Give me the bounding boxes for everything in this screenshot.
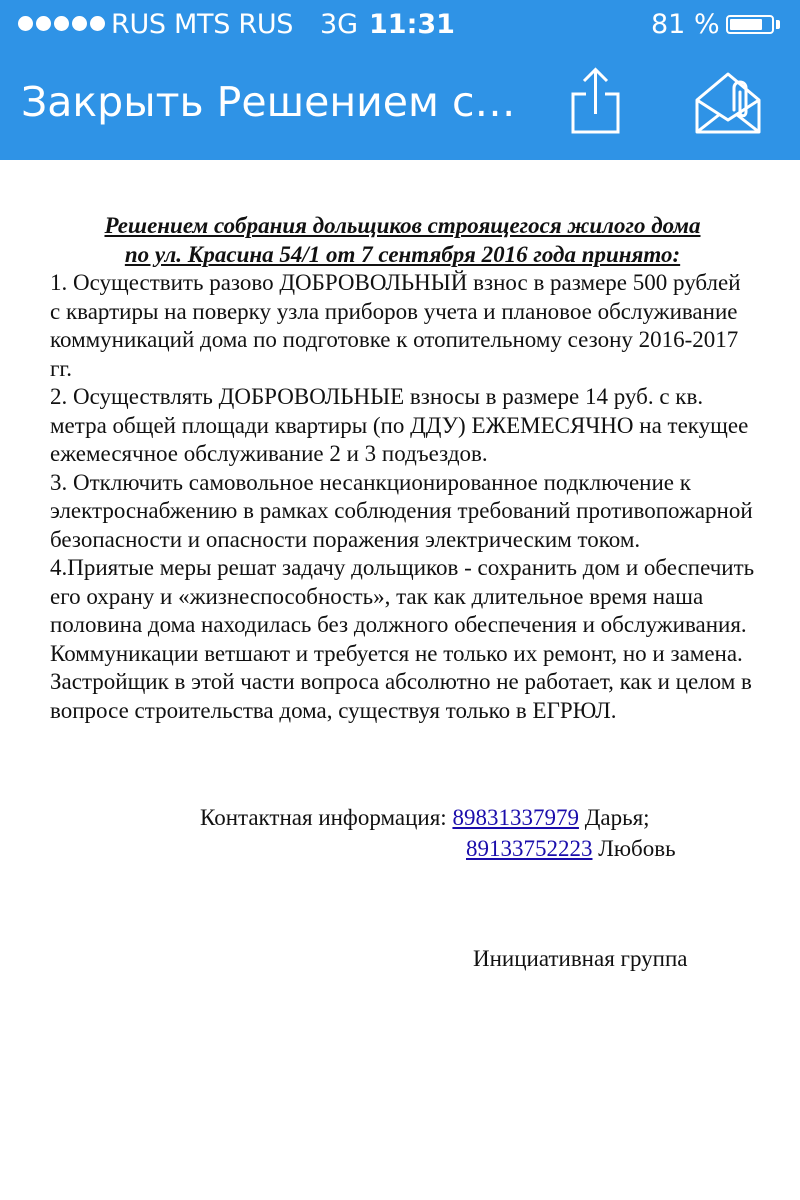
- battery-tip: [776, 20, 780, 29]
- contact-line-2: [200, 833, 676, 864]
- share-icon: [566, 66, 626, 138]
- nav-title[interactable]: Закрыть Решением с…: [21, 78, 516, 126]
- phone-link-1[interactable]: 89831337979: [452, 805, 579, 830]
- contact-line-1: [200, 802, 676, 833]
- battery-icon: [726, 15, 774, 34]
- document-body: [50, 212, 755, 725]
- mail-attachment-icon: [690, 70, 766, 136]
- network-type: 3G: [320, 9, 359, 40]
- signal-dot: [54, 16, 69, 31]
- mail-attachment-button[interactable]: [690, 70, 766, 136]
- phone-link-2[interactable]: 89133752223: [466, 836, 593, 861]
- document-title-line-2: по ул. Красина 54/1 от 7 сентября 2016 года принято:: [124, 241, 681, 267]
- signature: Инициативная группа: [473, 946, 688, 971]
- decision-item-2: 2. Осуществлять ДОБРОВОЛЬНЫЕ взносы в размере 14 руб. с кв. метра общей площади квартиры (по ДДУ) ЕЖЕМЕСЯЧНО на текущее ежемесячное обслуживание 2 и 3 подъездов.: [50, 384, 749, 466]
- contact-label: Контактная информация:: [200, 805, 447, 830]
- decision-item-4: 4.Приятые меры решат задачу дольщиков - сохранить дом и обеспечить его охрану и «жизнеспособность», так как длительное время наша половина дома находилась без должного обеспечения и обслуживания. Коммуникации ветшают и требуется не только их ремонт, но и замена. Застройщик в этой части вопроса абсолютно не работает, как и целом в вопросе строительства дома, существуя только в ЕГРЮЛ.: [50, 555, 755, 723]
- battery-level-fill: [730, 19, 762, 30]
- signal-dot: [72, 16, 87, 31]
- decision-item-1: 1. Осуществить разово ДОБРОВОЛЬНЫЙ взнос в размере 500 рублей с квартиры на поверку узла приборов учета и плановое обслуживание коммуникаций дома по подготовке к отопительному сезону 2016-2017 гг.: [50, 270, 741, 381]
- status-time: 11:31: [369, 9, 455, 40]
- contact-info: [200, 802, 676, 864]
- signal-dot: [18, 16, 33, 31]
- battery-percent: 81 %: [651, 9, 720, 40]
- status-bar: [0, 0, 800, 52]
- carrier-name: RUS MTS RUS: [111, 9, 294, 40]
- share-button[interactable]: [566, 66, 626, 138]
- contact-name-1: Дарья;: [584, 805, 650, 830]
- signal-dot: [36, 16, 51, 31]
- document-title-line-1: Решением собрания дольщиков строящегося жилого дома: [104, 213, 701, 238]
- navigation-header: [0, 0, 800, 160]
- signal-dots-icon: [18, 16, 108, 36]
- signal-dot: [90, 16, 105, 31]
- contact-name-2: Любовь: [598, 836, 676, 861]
- document-title: [50, 212, 755, 269]
- decision-item-3: 3. Отключить самовольное несанкционированное подключение к электроснабжению в рамках соблюдения требований противопожарной безопасности и опасности поражения электрическим током.: [50, 469, 753, 552]
